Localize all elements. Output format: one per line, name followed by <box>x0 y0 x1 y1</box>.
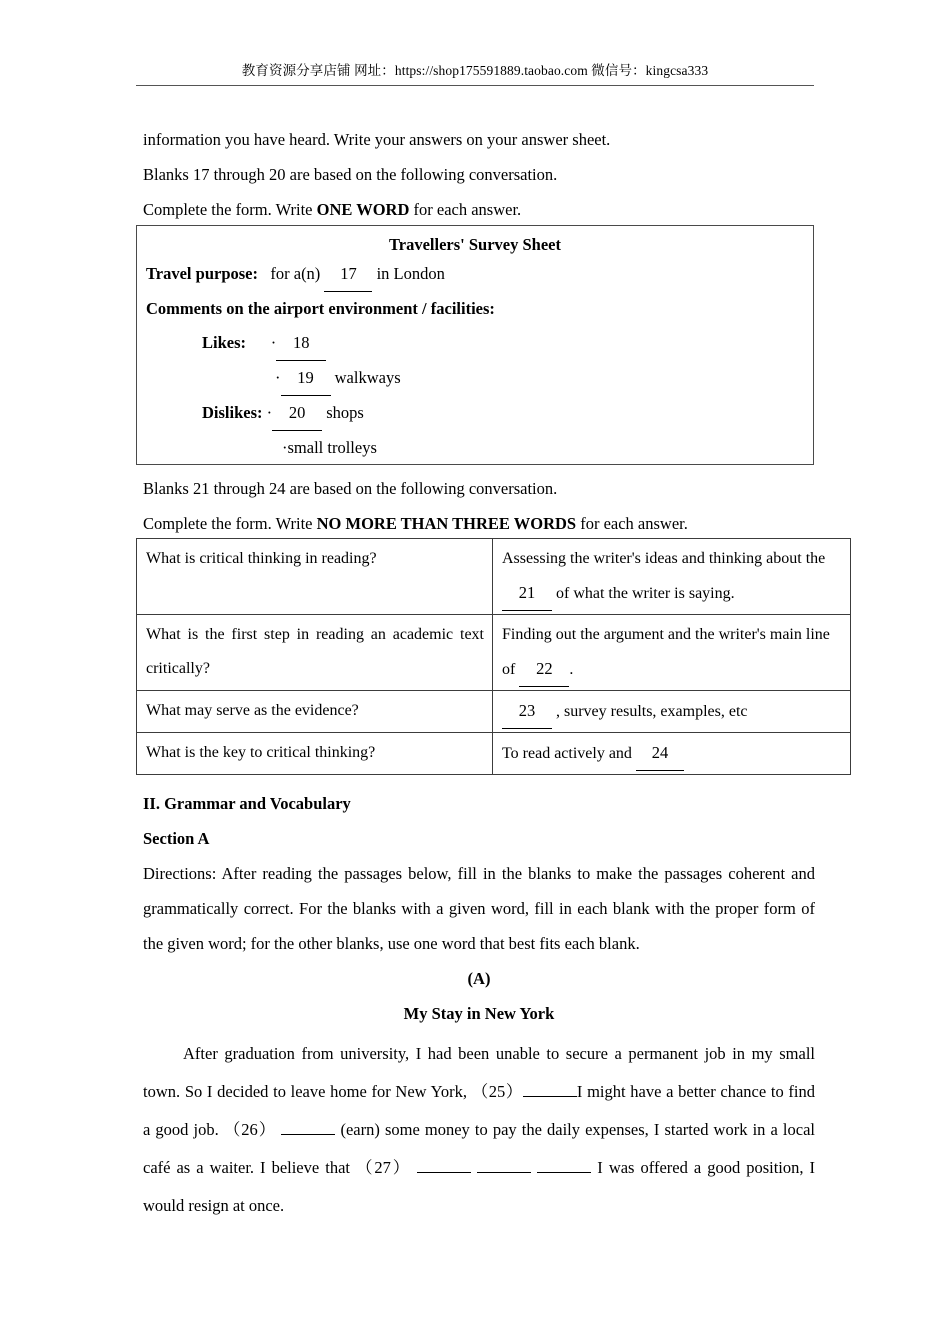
listening-intro-block-2 <box>143 471 815 541</box>
travellers-survey-sheet <box>136 225 814 465</box>
blank-18: 18 <box>276 326 326 361</box>
answer-pre-text: To read actively and <box>502 745 632 762</box>
blank-17: 17 <box>324 257 372 292</box>
intro2-line-2-prefix: Complete the form. Write <box>143 514 317 533</box>
section-grammar-vocabulary <box>143 786 815 1225</box>
intro2-line-1: Blanks 21 through 24 are based on the following conversation. <box>143 479 558 498</box>
table-cell-answer <box>493 733 851 775</box>
dislikes-label: Dislikes <box>202 403 258 422</box>
blank-27-part-2 <box>477 1172 531 1173</box>
table-row <box>137 691 851 733</box>
survey-title: Travellers' Survey Sheet <box>389 235 561 254</box>
table-cell-question: What is the first step in reading an academic text critically? <box>137 615 493 691</box>
intro-line-3-emphasis: ONE WORD <box>316 200 410 219</box>
intro2-line-2-emphasis: NO MORE THAN THREE WORDS <box>316 514 577 533</box>
dislikes-colon: : <box>257 403 263 422</box>
comments-label: Comments on the airport environment / facilities: <box>146 299 495 318</box>
blank-22: 22 <box>519 652 569 687</box>
table-row <box>137 615 851 691</box>
blank-19: 19 <box>281 361 331 396</box>
section-heading: II. Grammar and Vocabulary <box>143 794 351 813</box>
answer-post-text: . <box>569 661 574 678</box>
table-cell-answer <box>493 691 851 733</box>
survey-dislikes-row-2 <box>137 431 813 465</box>
blank-27-part-1 <box>417 1172 471 1173</box>
intro-line-1: information you have heard. Write your answers on your answer sheet. <box>143 130 611 149</box>
likes-text-2: walkways <box>334 368 401 387</box>
intro-line-3 <box>143 192 815 227</box>
table-cell-answer <box>493 539 851 615</box>
table-cell-question: What may serve as the evidence? <box>137 691 493 733</box>
likes-label: Likes: <box>202 333 247 352</box>
blank-25 <box>523 1096 577 1097</box>
travel-purpose-pre-text: for a(n) <box>270 264 321 283</box>
survey-likes-row-2 <box>137 361 813 396</box>
blank-20: 20 <box>272 396 322 431</box>
intro-line-2: Blanks 17 through 20 are based on the following conversation. <box>143 165 558 184</box>
part-label: (A) <box>467 969 491 988</box>
section-directions: Directions: After reading the passages below, fill in the blanks to make the passages coherent and grammatically correct. For the blanks with a given word, fill in each blank with the proper form of the given word; for the other blanks, use one word that best fits each blank. <box>143 864 815 953</box>
page-header <box>136 62 814 86</box>
intro2-line-2 <box>143 506 815 541</box>
likes-bullet-2: · <box>275 368 281 387</box>
blank-26 <box>281 1134 335 1135</box>
dislikes-item-2: ·small trolleys <box>282 438 377 457</box>
travel-purpose-colon: : <box>252 264 258 283</box>
dislikes-bullet-1: · <box>266 403 273 422</box>
passage-body <box>143 1035 815 1225</box>
intro-line-3-suffix: for each answer. <box>409 200 522 219</box>
intro-line-3-prefix: Complete the form. Write <box>143 200 317 219</box>
answer-pre-text: Finding out the argument and the writer's main line of <box>502 626 830 678</box>
survey-likes-row-1 <box>137 326 813 361</box>
section-subheading: Section A <box>143 829 210 848</box>
likes-bullet-1: · <box>270 333 277 352</box>
listening-intro-block <box>143 122 815 227</box>
dislikes-text-1: shops <box>326 403 364 422</box>
survey-comments-row <box>137 292 813 326</box>
answer-pre-text: Assessing the writer's ideas and thinking about the <box>502 550 826 567</box>
blank-21: 21 <box>502 576 552 611</box>
blank-27-part-3 <box>537 1172 591 1173</box>
intro2-line-2-suffix: for each answer. <box>576 514 688 533</box>
blank-23: 23 <box>502 694 552 729</box>
answer-post-text: , survey results, examples, etc <box>556 703 748 720</box>
survey-travel-purpose-row <box>137 257 813 292</box>
passage-segment-1: After graduation from university, I had been unable to secure a permanent job in my small town. So I decided to leave home for New York, （25） <box>143 1044 815 1101</box>
table-row <box>137 539 851 615</box>
travel-purpose-post-text: in London <box>376 264 445 283</box>
table-cell-question: What is critical thinking in reading? <box>137 539 493 615</box>
passage-segment-4: I was offered a good position, I would resign at once. <box>143 1158 816 1215</box>
table-cell-answer <box>493 615 851 691</box>
passage-segment-2: I might have a better chance to find a good job. （26） <box>143 1082 815 1139</box>
travel-purpose-label: Travel purpose <box>146 264 253 283</box>
critical-thinking-table <box>136 538 851 775</box>
table-cell-question: What is the key to critical thinking? <box>137 733 493 775</box>
blank-24: 24 <box>636 736 684 771</box>
passage-title: My Stay in New York <box>403 1004 555 1023</box>
answer-post-text: of what the writer is saying. <box>556 585 735 602</box>
header-divider <box>136 85 814 86</box>
table-row <box>137 733 851 775</box>
header-shop-text: 教育资源分享店铺 网址：https://shop175591889.taobao.com 微信号：kingcsa333 <box>241 63 709 78</box>
survey-dislikes-row-1 <box>137 396 813 431</box>
passage-segment-3: (earn) some money to pay the daily expenses, I started work in a local café as a waiter. I believe that （27） <box>143 1120 815 1177</box>
